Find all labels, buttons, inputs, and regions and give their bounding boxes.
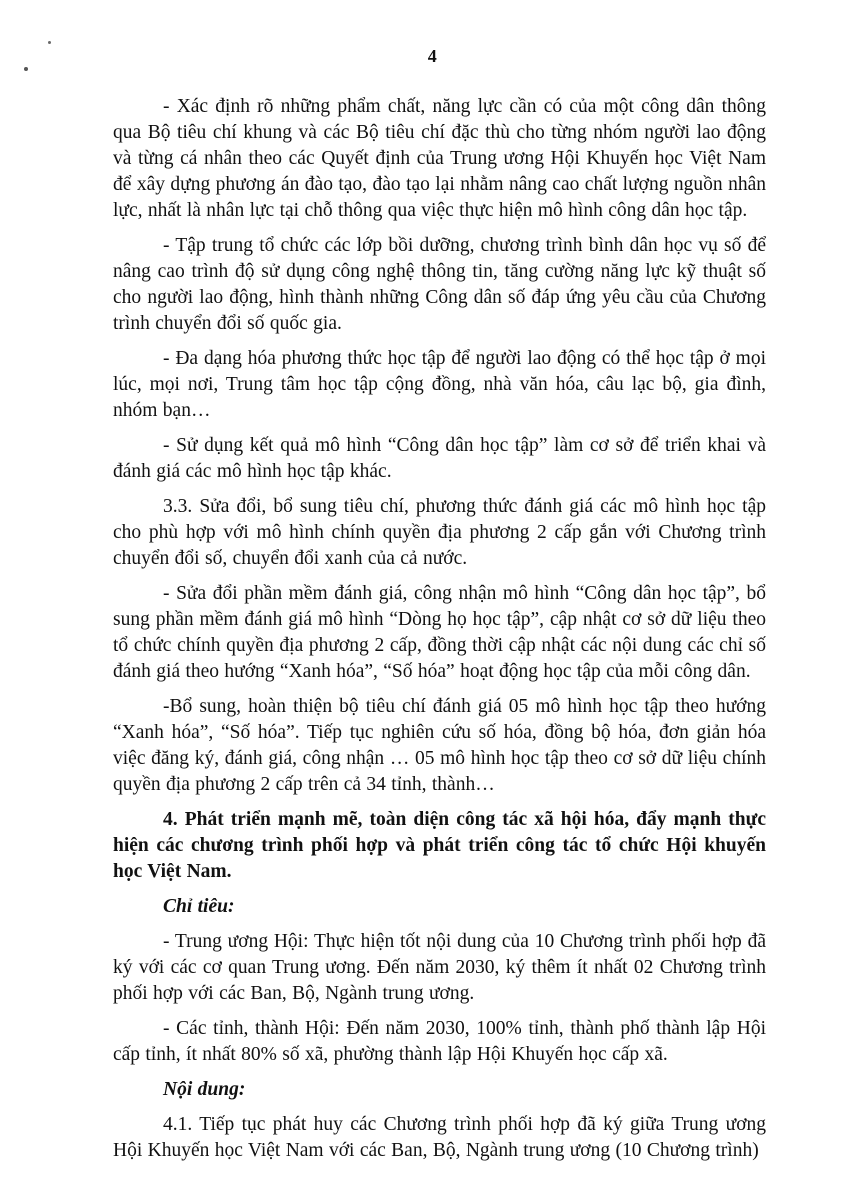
label-chi-tieu: Chỉ tiêu: bbox=[163, 896, 235, 917]
paragraph-4-1-tiep-tuc: 4.1. Tiếp tục phát huy các Chương trình phối hợp đã ký giữa Trung ương Hội Khuyến học Việt Nam với các Ban, Bộ, Ngành trung ương (10 Chương trình) bbox=[113, 1114, 766, 1161]
paragraph-bo-sung-hoan-thien: -Bổ sung, hoàn thiện bộ tiêu chí đánh giá 05 mô hình học tập theo hướng “Xanh hóa”, “Số hóa”. Tiếp tục nghiên cứu số hóa, đồng bộ hóa, đơn giản hóa việc đăng ký, đánh giá, công nhận … 05 mô hình học tập theo cơ sở dữ liệu chính quyền địa phương 2 cấp trên cả 34 tỉnh, thành… bbox=[113, 696, 766, 795]
scan-speck bbox=[48, 41, 51, 44]
paragraph-su-dung-ket-qua: - Sử dụng kết quả mô hình “Công dân học tập” làm cơ sở để triển khai và đánh giá các mô hình học tập khác. bbox=[113, 435, 766, 482]
paragraph-3-3-sua-doi-tieu-chi: 3.3. Sửa đổi, bổ sung tiêu chí, phương thức đánh giá các mô hình học tập cho phù hợp với mô hình chính quyền địa phương 2 cấp gắn với Chương trình chuyển đổi số, chuyển đổi xanh của cả nước. bbox=[113, 496, 766, 569]
heading-4-phat-trien: 4. Phát triển mạnh mẽ, toàn diện công tác xã hội hóa, đẩy mạnh thực hiện các chương trình phối hợp và phát triển công tác tổ chức Hội khuyến học Việt Nam. bbox=[113, 809, 766, 882]
scan-speck bbox=[24, 67, 28, 71]
document-body bbox=[113, 94, 766, 1173]
paragraph-cac-tinh-thanh-hoi: - Các tỉnh, thành Hội: Đến năm 2030, 100% tỉnh, thành phố thành lập Hội cấp tỉnh, ít nhất 80% số xã, phường thành lập Hội Khuyến học cấp xã. bbox=[113, 1018, 766, 1065]
paragraph-tap-trung-boi-duong: - Tập trung tổ chức các lớp bồi dưỡng, chương trình bình dân học vụ số để nâng cao trình độ sử dụng công nghệ thông tin, tăng cường năng lực kỹ thuật số cho người lao động, hình thành những Công dân số đáp ứng yêu cầu của Chương trình chuyển đổi số quốc gia. bbox=[113, 235, 766, 334]
page-number: 4 bbox=[427, 46, 438, 66]
paragraph-da-dang-hoa: - Đa dạng hóa phương thức học tập để người lao động có thể học tập ở mọi lúc, mọi nơi, Trung tâm học tập cộng đồng, nhà văn hóa, câu lạc bộ, gia đình, nhóm bạn… bbox=[113, 348, 766, 421]
paragraph-xac-dinh-pham-chat: - Xác định rõ những phẩm chất, năng lực cần có của một công dân thông qua Bộ tiêu chí khung và các Bộ tiêu chí đặc thù cho từng nhóm người lao động và từng cá nhân theo các Quyết định của Trung ương Hội Khuyến học Việt Nam để xây dựng phương án đào tạo, đào tạo lại nhằm nâng cao chất lượng nguồn nhân lực, nhất là nhân lực tại chỗ thông qua việc thực hiện mô hình công dân học tập. bbox=[113, 96, 766, 221]
label-noi-dung: Nội dung: bbox=[163, 1079, 246, 1100]
paragraph-trung-uong-hoi: - Trung ương Hội: Thực hiện tốt nội dung của 10 Chương trình phối hợp đã ký với các cơ quan Trung ương. Đến năm 2030, ký thêm ít nhất 02 Chương trình phối hợp với các Ban, Bộ, Ngành trung ương. bbox=[113, 931, 766, 1004]
paragraph-sua-doi-phan-mem: - Sửa đổi phần mềm đánh giá, công nhận mô hình “Công dân học tập”, bổ sung phần mềm đánh giá mô hình “Dòng họ học tập”, cập nhật cơ sở dữ liệu theo tổ chức chính quyền địa phương 2 cấp, đồng thời cập nhật các nội dung các chỉ số đánh giá theo hướng “Xanh hóa”, “Số hóa” hoạt động học tập của mỗi công dân. bbox=[113, 583, 766, 682]
